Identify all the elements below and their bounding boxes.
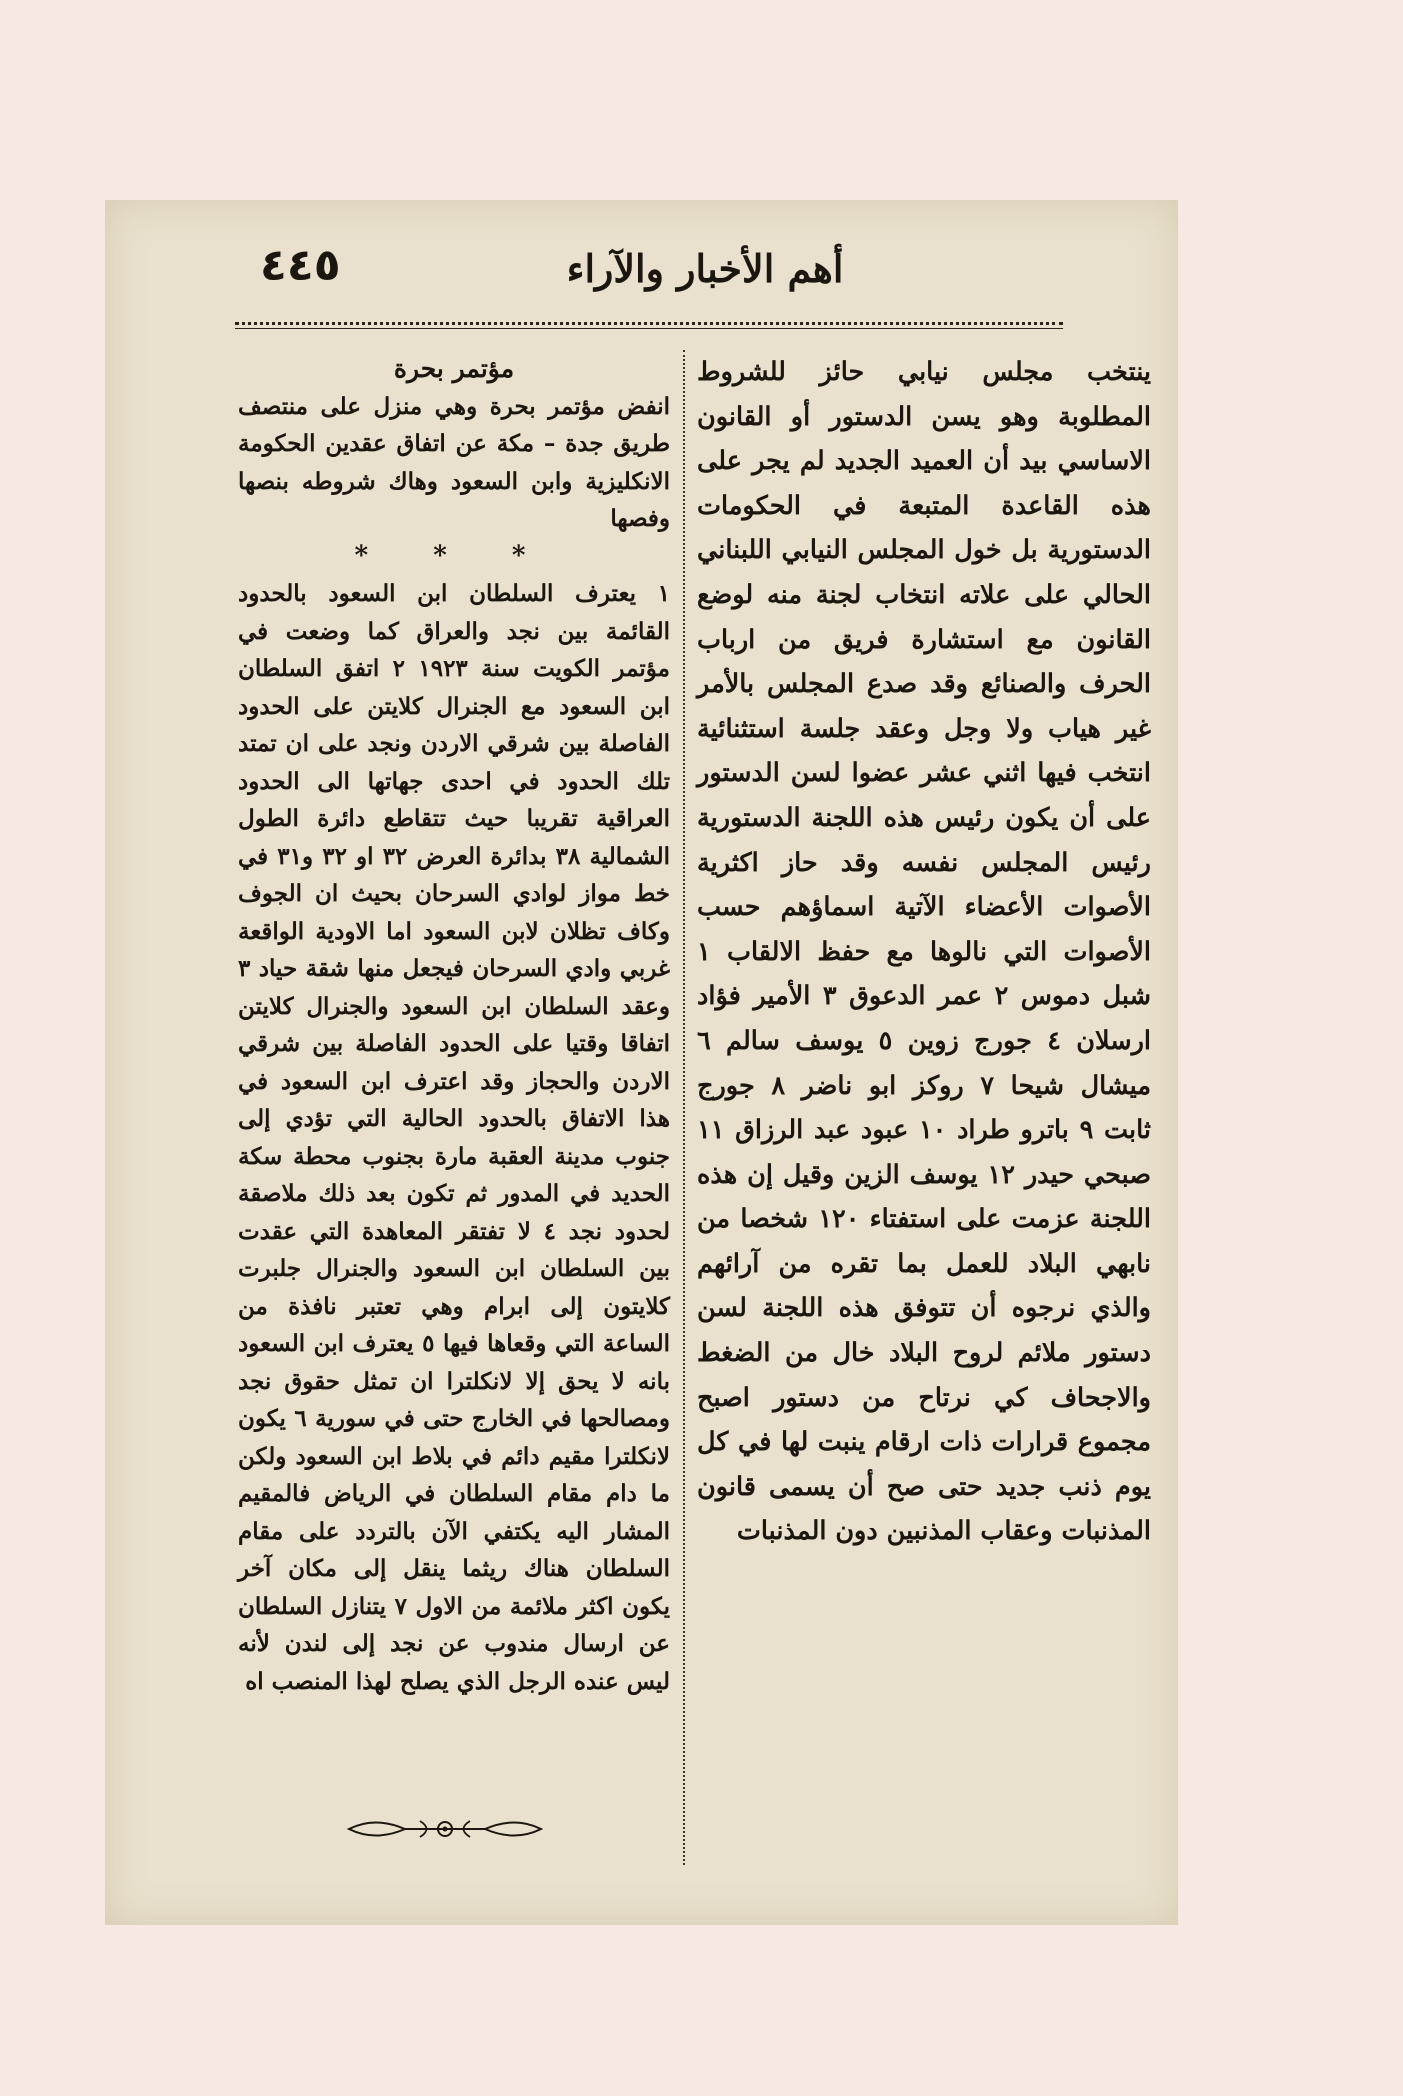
asterism-divider: * * *	[354, 540, 554, 571]
section-heading: مؤتمر بحرة	[393, 354, 515, 383]
left-column	[238, 350, 670, 1700]
right-column-text: ينتخب مجلس نيابي حائز للشروط المطلوبة وهو يسن الدستور أو القانون الاساسي بيد أن العميد الجديد لم يجر على هذه القاعدة المتبعة في الحكومات الدستورية بل خول المجلس النيابي اللبناني الحالي على علاته انتخاب لجنة منه لوضع القانون مع استشارة فريق من ارباب الحرف والصنائع وقد صدع المجلس بالأمر غير هياب ولا وجل وعقد جلسة استثنائية انتخب فيها اثني عشر عضوا لسن الدستور على أن يكون رئيس هذه اللجنة الدستورية رئيس المجلس نفسه وقد حاز اكثرية الأصوات الأعضاء الآتية اسماؤهم حسب الأصوات التي نالوها مع حفظ الالقاب ١ شبل دموس ٢ عمر الدعوق ٣ الأمير فؤاد ارسلان ٤ جورج زوين ٥ يوسف سالم ٦ ميشال شيحا ٧ روكز ابو ناضر ٨ جورج ثابت ٩ باترو طراد ١٠ عبود عبد الرزاق ١١ صبحي حيدر ١٢ يوسف الزين وقيل إن هذه اللجنة عزمت على استفتاء ١٢٠ شخصا من نابهي البلاد للعمل بما تقره من آرائهم والذي نرجوه أن تتوفق هذه اللجنة لسن دستور ملائم لروح البلاد خال من الضغط والاجحاف كي نرتاح من دستور اصبح مجموع قرارات ذات ارقام ينبت لها في كل يوم ذنب جديد حتى صح أن يسمى قانون المذنبات وعقاب المذنبين دون المذنبات	[697, 357, 1152, 1547]
section-body: ١ يعترف السلطان ابن السعود بالحدود القائمة بين نجد والعراق كما وضعت في مؤتمر الكويت سنة ١٩٢٣ ٢ اتفق السلطان ابن السعود مع الجنرال كلايتن على الحدود الفاصلة بين شرقي الاردن ونجد على ان تمتد تلك الحدود في احدى جهاتها الى الحدود العراقية تقريبا حيث تتقاطع دائرة الطول الشمالية ٣٨ بدائرة العرض ٣٢ او ٣٢ و٣١ في خط مواز لوادي السرحان بحيث ان الجوف وكاف تظلان لابن السعود اما الاودية الواقعة غربي وادي السرحان فيجعل منها شقة حياد ٣ وعقد السلطان ابن السعود والجنرال كلايتن اتفاقا وقتيا على الحدود الفاصلة بين شرقي الاردن والحجاز وقد اعترف ابن السعود في هذا الاتفاق بالحدود الحالية التي تؤدي إلى جنوب مدينة العقبة مارة بجنوب محطة سكة الحديد في المدور ثم تكون بعد ذلك ملاصقة لحدود نجد ٤ لا تفتقر المعاهدة التي عقدت بين السلطان ابن السعود والجنرال جلبرت كلايتون إلى ابرام وهي تعتبر نافذة من الساعة التي وقعاها فيها ٥ يعترف ابن السعود بانه لا يحق إلا لانكلترا ان تمثل حقوق نجد ومصالحها في الخارج حتى في سورية ٦ يكون لانكلترا مقيم دائم في بلاط ابن السعود ولكن ما دام مقام السلطان في الرياض فالمقيم المشار اليه يكتفي الآن بالتردد على مقام السلطان هناك ريثما ينقل إلى مكان آخر يكون اكثر ملائمة من الاول ٧ يتنازل السلطان عن ارسال مندوب عن نجد إلى لندن لأنه ليس عنده الرجل الذي يصلح لهذا المنصب اه	[238, 580, 670, 1695]
header-rule	[235, 328, 1063, 329]
running-title: أهم الأخبار والآراء	[566, 246, 844, 291]
right-column	[697, 350, 1151, 1554]
section-intro: انفض مؤتمر بحرة وهي منزل على منتصف طريق جدة – مكة عن اتفاق عقدين الحكومة الانكليزية وابن السعود وهاك شروطه بنصها وفصها	[238, 392, 670, 532]
header-rule-dotted	[235, 322, 1063, 325]
tail-ornament-icon	[345, 1812, 545, 1846]
journal-page	[105, 200, 1178, 1925]
page-number: ٤٤٥	[260, 240, 341, 291]
page-header	[105, 240, 1178, 310]
column-separator	[683, 350, 685, 1865]
